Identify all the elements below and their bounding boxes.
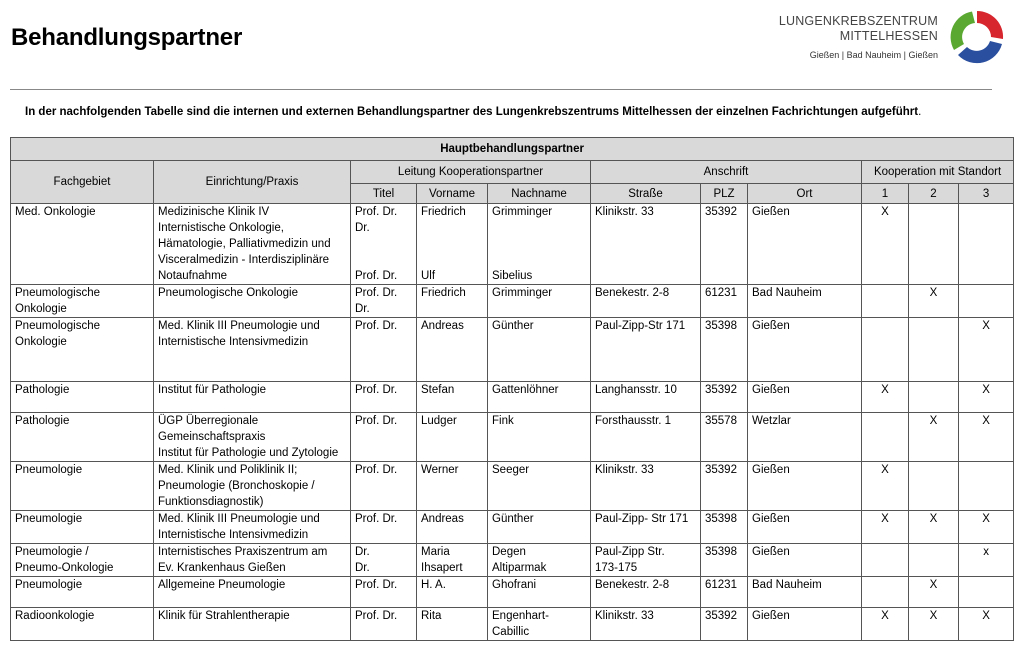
header-einrichtung: Einrichtung/Praxis	[154, 161, 351, 204]
cell-s1: X	[862, 204, 909, 285]
header-anschrift: Anschrift	[591, 161, 862, 184]
cell-plz: 35398	[701, 318, 748, 382]
cell-s2: X	[909, 608, 959, 641]
cell-einr: Internistisches Praxiszentrum am Ev. Krankenhaus Gießen	[154, 544, 351, 577]
cell-vorname: H. A.	[417, 577, 488, 608]
cell-nachname: Gattenlöhner	[488, 382, 591, 413]
cell-s2	[909, 204, 959, 285]
cell-ort: Wetzlar	[748, 413, 862, 462]
cell-ort: Gießen	[748, 462, 862, 511]
cell-s1	[862, 318, 909, 382]
cell-s1	[862, 413, 909, 462]
cell-ort: Bad Nauheim	[748, 577, 862, 608]
cell-s1: X	[862, 511, 909, 544]
cell-s1: X	[862, 462, 909, 511]
cell-ort: Gießen	[748, 204, 862, 285]
cell-einr: Medizinische Klinik IV Internistische Onkologie, Hämatologie, Palliativmedizin und Visceralmedizin - Interdisziplinäre Notaufnahme	[154, 204, 351, 285]
cell-fach: Pneumologie / Pneumo-Onkologie	[11, 544, 154, 577]
logo	[778, 6, 1008, 70]
table-caption: Hauptbehandlungspartner	[11, 138, 1014, 161]
cell-nachname: Grimminger	[488, 285, 591, 318]
cell-s1	[862, 577, 909, 608]
cell-plz: 61231	[701, 285, 748, 318]
cell-s2	[909, 462, 959, 511]
header-ort: Ort	[748, 184, 862, 204]
cell-s2	[909, 544, 959, 577]
cell-titel: Prof. Dr.	[351, 462, 417, 511]
cell-s3	[959, 462, 1014, 511]
cell-titel: Dr. Dr.	[351, 544, 417, 577]
cell-fach: Pathologie	[11, 413, 154, 462]
cell-nachname: Günther	[488, 318, 591, 382]
cell-strasse: Klinikstr. 33	[591, 462, 701, 511]
header-titel: Titel	[351, 184, 417, 204]
cell-plz: 35392	[701, 382, 748, 413]
cell-s2: X	[909, 413, 959, 462]
cell-strasse: Klinikstr. 33	[591, 204, 701, 285]
header-divider	[10, 89, 992, 90]
cell-vorname: Stefan	[417, 382, 488, 413]
cell-plz: 35398	[701, 544, 748, 577]
table-row	[11, 413, 1014, 462]
cell-s1: X	[862, 382, 909, 413]
cell-s1	[862, 544, 909, 577]
cell-strasse: Benekestr. 2-8	[591, 285, 701, 318]
cell-s2: X	[909, 577, 959, 608]
cell-einr: Med. Klinik III Pneumologie und Internistische Intensivmedizin	[154, 511, 351, 544]
table-row	[11, 462, 1014, 511]
cell-plz: 35392	[701, 608, 748, 641]
cell-vorname: Maria Ihsapert	[417, 544, 488, 577]
cell-plz: 35578	[701, 413, 748, 462]
intro-text: In der nachfolgenden Tabelle sind die internen und externen Behandlungspartner des Lungenkrebszentrums Mittelhessen der einzelnen Fachrichtungen aufgeführt.	[25, 106, 922, 118]
cell-ort: Gießen	[748, 511, 862, 544]
cell-titel: Prof. Dr.	[351, 608, 417, 641]
cell-s2	[909, 382, 959, 413]
cell-nachname: Engenhart- Cabillic	[488, 608, 591, 641]
cell-fach: Pneumologie	[11, 462, 154, 511]
cell-plz: 35398	[701, 511, 748, 544]
cell-s3	[959, 204, 1014, 285]
cell-vorname: Friedrich	[417, 285, 488, 318]
cell-s3: X	[959, 511, 1014, 544]
header-strasse: Straße	[591, 184, 701, 204]
cell-s2: X	[909, 511, 959, 544]
header-leitung: Leitung Kooperationspartner	[351, 161, 591, 184]
cell-strasse: Klinikstr. 33	[591, 608, 701, 641]
cell-nachname: Seeger	[488, 462, 591, 511]
cell-einr: Med. Klinik und Poliklinik II; Pneumologie (Bronchoskopie / Funktionsdiagnostik)	[154, 462, 351, 511]
header-nachname: Nachname	[488, 184, 591, 204]
cell-nachname: Degen Altiparmak	[488, 544, 591, 577]
table-row	[11, 544, 1014, 577]
cell-s3	[959, 577, 1014, 608]
cell-vorname: Andreas	[417, 318, 488, 382]
logo-line-3: Gießen | Bad Nauheim | Gießen	[809, 50, 938, 60]
table-row	[11, 318, 1014, 382]
cell-plz: 35392	[701, 462, 748, 511]
cell-strasse: Paul-Zipp- Str 171	[591, 511, 701, 544]
cell-fach: Pathologie	[11, 382, 154, 413]
cell-strasse: Benekestr. 2-8	[591, 577, 701, 608]
cell-fach: Med. Onkologie	[11, 204, 154, 285]
cell-s3: X	[959, 608, 1014, 641]
cell-einr: Pneumologische Onkologie	[154, 285, 351, 318]
partner-table	[10, 137, 1014, 641]
cell-plz: 61231	[701, 577, 748, 608]
cell-s2: X	[909, 285, 959, 318]
cell-strasse: Forsthausstr. 1	[591, 413, 701, 462]
logo-ring-icon	[946, 6, 1008, 68]
header-kooperation: Kooperation mit Standort	[862, 161, 1014, 184]
cell-fach: Radioonkologie	[11, 608, 154, 641]
cell-einr: Institut für Pathologie	[154, 382, 351, 413]
cell-ort: Gießen	[748, 318, 862, 382]
header-plz: PLZ	[701, 184, 748, 204]
cell-vorname: Friedrich Ulf	[417, 204, 488, 285]
cell-titel: Prof. Dr. Dr. Prof. Dr.	[351, 204, 417, 285]
cell-s3: x	[959, 544, 1014, 577]
cell-einr: Med. Klinik III Pneumologie und Internistische Intensivmedizin	[154, 318, 351, 382]
cell-ort: Gießen	[748, 382, 862, 413]
cell-s3: X	[959, 413, 1014, 462]
cell-vorname: Andreas	[417, 511, 488, 544]
cell-nachname: Grimminger Sibelius	[488, 204, 591, 285]
cell-vorname: Rita	[417, 608, 488, 641]
cell-s3: X	[959, 382, 1014, 413]
page-title: Behandlungspartner	[11, 24, 243, 51]
table-row	[11, 608, 1014, 641]
cell-strasse: Paul-Zipp-Str 171	[591, 318, 701, 382]
cell-s1: X	[862, 608, 909, 641]
cell-plz: 35392	[701, 204, 748, 285]
header-fachgebiet: Fachgebiet	[11, 161, 154, 204]
cell-einr: Klinik für Strahlentherapie	[154, 608, 351, 641]
cell-vorname: Ludger	[417, 413, 488, 462]
cell-nachname: Fink	[488, 413, 591, 462]
header-standort-3: 3	[959, 184, 1014, 204]
cell-ort: Gießen	[748, 544, 862, 577]
table-row	[11, 285, 1014, 318]
cell-fach: Pneumologie	[11, 511, 154, 544]
cell-einr: ÜGP Überregionale Gemeinschaftspraxis Institut für Pathologie und Zytologie	[154, 413, 351, 462]
header-standort-1: 1	[862, 184, 909, 204]
logo-line-2: MITTELHESSEN	[839, 29, 938, 43]
cell-nachname: Ghofrani	[488, 577, 591, 608]
cell-vorname: Werner	[417, 462, 488, 511]
table-row	[11, 511, 1014, 544]
cell-titel: Prof. Dr.	[351, 577, 417, 608]
cell-einr: Allgemeine Pneumologie	[154, 577, 351, 608]
header-standort-2: 2	[909, 184, 959, 204]
cell-s3	[959, 285, 1014, 318]
table-row	[11, 204, 1014, 285]
header-vorname: Vorname	[417, 184, 488, 204]
cell-ort: Gießen	[748, 608, 862, 641]
cell-strasse: Langhansstr. 10	[591, 382, 701, 413]
cell-ort: Bad Nauheim	[748, 285, 862, 318]
cell-s1	[862, 285, 909, 318]
cell-titel: Prof. Dr.	[351, 413, 417, 462]
cell-titel: Prof. Dr. Dr.	[351, 285, 417, 318]
cell-s2	[909, 318, 959, 382]
table-row	[11, 382, 1014, 413]
cell-s3: X	[959, 318, 1014, 382]
cell-nachname: Günther	[488, 511, 591, 544]
cell-fach: Pneumologische Onkologie	[11, 285, 154, 318]
cell-strasse: Paul-Zipp Str. 173-175	[591, 544, 701, 577]
cell-titel: Prof. Dr.	[351, 318, 417, 382]
cell-fach: Pneumologie	[11, 577, 154, 608]
cell-titel: Prof. Dr.	[351, 511, 417, 544]
table-row	[11, 577, 1014, 608]
logo-line-1: LUNGENKREBSZENTRUM	[778, 14, 938, 28]
cell-fach: Pneumologische Onkologie	[11, 318, 154, 382]
cell-titel: Prof. Dr.	[351, 382, 417, 413]
